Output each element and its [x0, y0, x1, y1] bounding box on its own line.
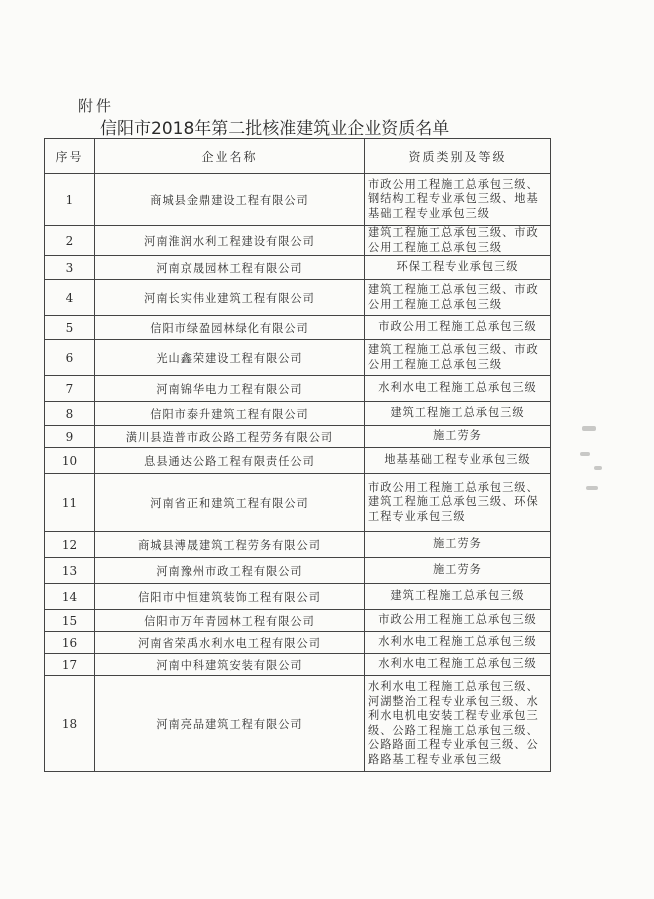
row-company-name: 河南淮润水利工程建设有限公司 [95, 226, 365, 256]
qualification-line: 市政公用工程施工总承包三级、 [368, 480, 539, 494]
row-company-name: 商城县溥晟建筑工程劳务有限公司 [95, 532, 365, 558]
qualification-line: 基础工程专业承包三级 [368, 206, 490, 220]
table-row [45, 280, 551, 316]
qualification-line: 利水电机电安装工程专业承包三 [368, 709, 539, 723]
row-serial-no: 13 [45, 558, 95, 584]
row-serial-no: 4 [45, 280, 95, 316]
row-qualification [365, 448, 551, 474]
row-company-name: 河南长实伟业建筑工程有限公司 [95, 280, 365, 316]
scan-mark [580, 452, 590, 456]
scan-mark [594, 466, 602, 470]
row-serial-no: 14 [45, 584, 95, 610]
table-row [45, 340, 551, 376]
row-qualification [365, 280, 551, 316]
qualification-line: 钢结构工程专业承包三级、地基 [368, 192, 539, 206]
row-qualification [365, 376, 551, 402]
document-title: 信阳市2018年第二批核准建筑业企业资质名单 [100, 119, 450, 139]
row-serial-no: 17 [45, 654, 95, 676]
row-company-name: 潢川县造普市政公路工程劳务有限公司 [95, 426, 365, 448]
row-company-name: 信阳市万年青园林工程有限公司 [95, 610, 365, 632]
row-qualification [365, 174, 551, 226]
table-row [45, 558, 551, 584]
row-serial-no: 1 [45, 174, 95, 226]
row-qualification [365, 558, 551, 584]
qualification-line: 水利水电工程施工总承包三级 [378, 635, 537, 649]
qualification-line: 施工劳务 [433, 429, 482, 443]
row-qualification [365, 632, 551, 654]
scan-mark [582, 426, 596, 431]
table-row [45, 402, 551, 426]
qualification-table [44, 138, 551, 772]
header-qualification: 资质类别及等级 [365, 139, 551, 174]
row-qualification [365, 256, 551, 280]
qualification-line: 建筑工程施工总承包三级、环保 [368, 495, 539, 509]
qualification-line: 公用工程施工总承包三级 [368, 357, 503, 371]
row-company-name: 河南豫州市政工程有限公司 [95, 558, 365, 584]
row-serial-no: 7 [45, 376, 95, 402]
table-row [45, 632, 551, 654]
row-qualification [365, 654, 551, 676]
table-row [45, 584, 551, 610]
qualification-line: 建筑工程施工总承包三级 [390, 589, 525, 603]
row-serial-no: 12 [45, 532, 95, 558]
qualification-line: 级、公路工程施工总承包三级、 [368, 723, 539, 737]
qualification-line: 施工劳务 [433, 563, 482, 577]
qualification-line: 建筑工程施工总承包三级、市政 [368, 226, 539, 239]
row-qualification [365, 340, 551, 376]
row-serial-no: 2 [45, 226, 95, 256]
qualification-line: 工程专业承包三级 [368, 509, 466, 523]
qualification-line: 市政公用工程施工总承包三级 [378, 320, 537, 334]
row-company-name: 河南锦华电力工程有限公司 [95, 376, 365, 402]
qualification-line: 公用工程施工总承包三级 [368, 240, 503, 254]
table-row [45, 532, 551, 558]
row-company-name: 信阳市泰升建筑工程有限公司 [95, 402, 365, 426]
row-company-name: 河南京晟园林工程有限公司 [95, 256, 365, 280]
row-serial-no: 18 [45, 676, 95, 772]
row-company-name: 信阳市绿盈园林绿化有限公司 [95, 316, 365, 340]
qualification-line: 施工劳务 [433, 537, 482, 551]
qualification-line: 建筑工程施工总承包三级、市政 [368, 283, 539, 297]
row-qualification [365, 474, 551, 532]
row-company-name: 河南省荣禹水利水电工程有限公司 [95, 632, 365, 654]
table-header-row [45, 139, 551, 174]
row-serial-no: 8 [45, 402, 95, 426]
row-company-name: 河南省正和建筑工程有限公司 [95, 474, 365, 532]
row-serial-no: 6 [45, 340, 95, 376]
qualification-line: 市政公用工程施工总承包三级 [378, 613, 537, 627]
qualification-line: 水利水电工程施工总承包三级 [378, 381, 537, 395]
row-company-name: 信阳市中恒建筑装饰工程有限公司 [95, 584, 365, 610]
row-company-name: 河南中科建筑安装有限公司 [95, 654, 365, 676]
attachment-label: 附件 [78, 97, 115, 115]
qualification-line: 水利水电工程施工总承包三级、 [368, 679, 539, 693]
table-row [45, 448, 551, 474]
header-serial-no: 序号 [45, 139, 95, 174]
row-serial-no: 9 [45, 426, 95, 448]
row-serial-no: 15 [45, 610, 95, 632]
row-qualification [365, 584, 551, 610]
table-row [45, 376, 551, 402]
row-serial-no: 11 [45, 474, 95, 532]
row-serial-no: 5 [45, 316, 95, 340]
qualification-line: 地基基础工程专业承包三级 [384, 453, 531, 467]
table-row [45, 316, 551, 340]
qualification-line: 建筑工程施工总承包三级 [390, 406, 525, 420]
qualification-line: 公用工程施工总承包三级 [368, 297, 503, 311]
table-row [45, 174, 551, 226]
scan-mark [586, 486, 598, 490]
row-company-name: 河南亮品建筑工程有限公司 [95, 676, 365, 772]
row-company-name: 息县通达公路工程有限责任公司 [95, 448, 365, 474]
row-serial-no: 16 [45, 632, 95, 654]
qualification-line: 市政公用工程施工总承包三级、 [368, 177, 539, 191]
row-company-name: 光山鑫荣建设工程有限公司 [95, 340, 365, 376]
row-serial-no: 3 [45, 256, 95, 280]
row-company-name: 商城县金鼎建设工程有限公司 [95, 174, 365, 226]
table-row [45, 676, 551, 772]
qualification-line: 建筑工程施工总承包三级、市政 [368, 343, 539, 357]
table-row [45, 426, 551, 448]
row-qualification [365, 426, 551, 448]
qualification-line: 公路路面工程专业承包三级、公 [368, 738, 539, 752]
qualification-line: 水利水电工程施工总承包三级 [378, 657, 537, 671]
row-qualification [365, 402, 551, 426]
table-row [45, 474, 551, 532]
row-qualification [365, 226, 551, 256]
qualification-line: 环保工程专业承包三级 [396, 260, 519, 274]
row-qualification [365, 316, 551, 340]
table-row [45, 654, 551, 676]
qualification-line: 路路基工程专业承包三级 [368, 752, 503, 766]
table-row [45, 256, 551, 280]
row-serial-no: 10 [45, 448, 95, 474]
table-row [45, 226, 551, 256]
row-qualification [365, 676, 551, 772]
qualification-line: 河湖整治工程专业承包三级、水 [368, 694, 539, 708]
row-qualification [365, 532, 551, 558]
header-company-name: 企业名称 [95, 139, 365, 174]
table-row [45, 610, 551, 632]
row-qualification [365, 610, 551, 632]
